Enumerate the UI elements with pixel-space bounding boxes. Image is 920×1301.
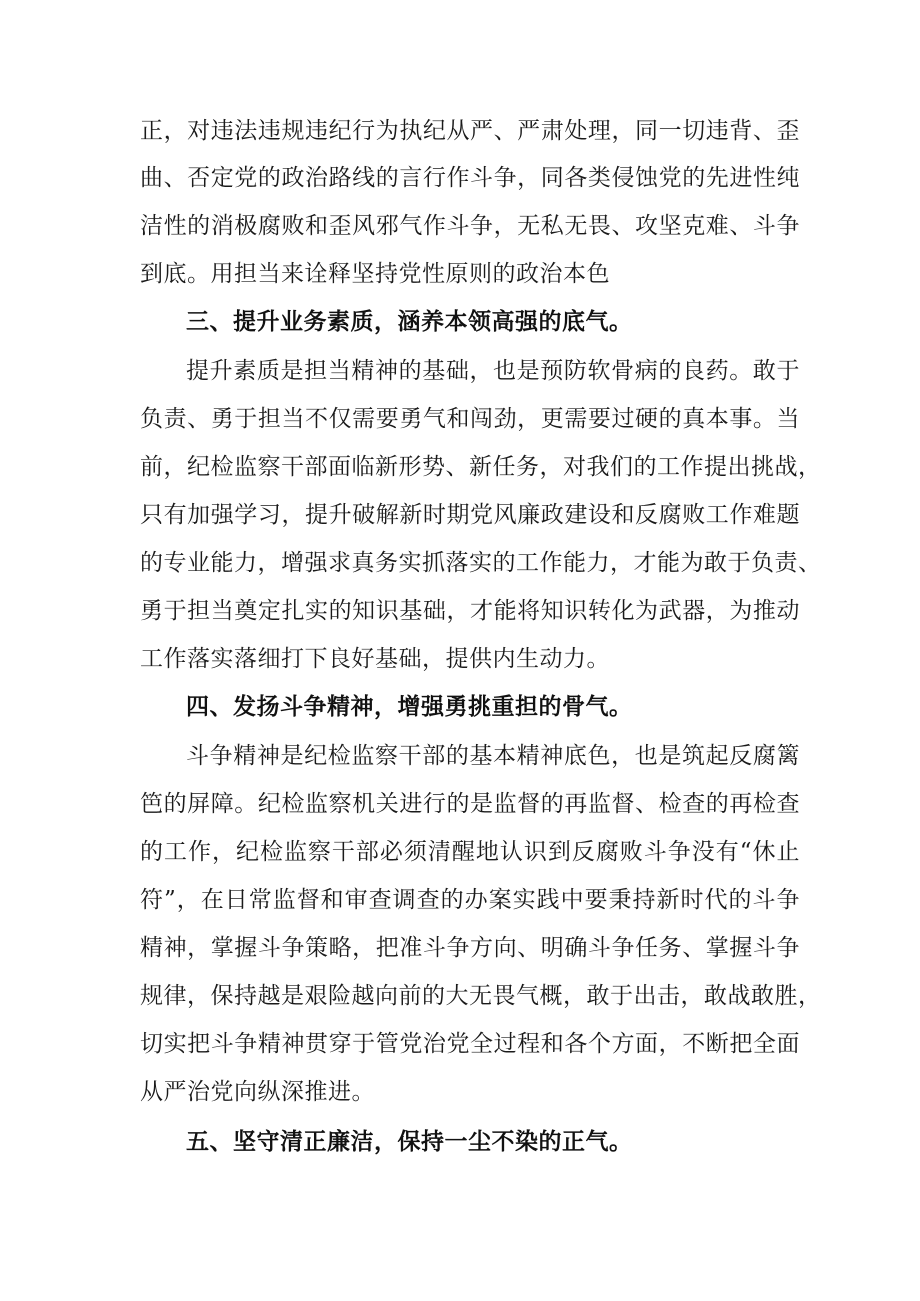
text-line: 从严治党向纵深推进。 bbox=[140, 1079, 375, 1105]
text-line: 勇于担当奠定扎实的知识基础，才能将知识转化为武器，为推动 bbox=[140, 598, 800, 624]
text-line: 提升素质是担当精神的基础，也是预防软骨病的良药。敢于 bbox=[186, 358, 800, 384]
text-line: 符”，在日常监督和审查调查的办案实践中要秉持新时代的斗争 bbox=[140, 887, 800, 913]
text-line: 斗争精神是纪检监察干部的基本精神底色，也是筑起反腐篱 bbox=[186, 743, 800, 769]
text-line: 切实把斗争精神贯穿于管党治党全过程和各个方面，不断把全面 bbox=[140, 1031, 800, 1057]
text-line: 笆的屏障。纪检监察机关进行的是监督的再监督、检查的再检查 bbox=[140, 791, 800, 817]
section-heading-3: 三、提升业务素质，涵养本领高强的底气。 bbox=[186, 309, 633, 335]
text-line: 负责、勇于担当不仅需要勇气和闯劲，更需要过硬的真本事。当 bbox=[140, 406, 800, 432]
text-line: 前，纪检监察干部面临新形势、新任务，对我们的工作提出挑战， bbox=[140, 454, 822, 480]
text-line: 规律，保持越是艰险越向前的大无畏气概，敢于出击，敢战敢胜， bbox=[140, 983, 822, 1009]
text-line: 的专业能力，增强求真务实抓落实的工作能力，才能为敢于负责、 bbox=[140, 550, 822, 576]
section-heading-4: 四、发扬斗争精神，增强勇挑重担的骨气。 bbox=[186, 694, 633, 720]
text-line: 曲、否定党的政治路线的言行作斗争，同各类侵蚀党的先进性纯 bbox=[140, 165, 800, 191]
text-line: 到底。用担当来诠释坚持党性原则的政治本色 bbox=[140, 261, 610, 287]
text-line: 精神，掌握斗争策略，把准斗争方向、明确斗争任务、掌握斗争 bbox=[140, 935, 800, 961]
text-line: 正，对违法违规违纪行为执纪从严、严肃处理，同一切违背、歪 bbox=[140, 118, 800, 144]
text-line: 的工作，纪检监察干部必须清醒地认识到反腐败斗争没有“休止 bbox=[140, 839, 800, 865]
section-heading-5: 五、坚守清正廉洁，保持一尘不染的正气。 bbox=[186, 1129, 633, 1155]
text-line: 只有加强学习，提升破解新时期党风廉政建设和反腐败工作难题 bbox=[140, 502, 800, 528]
text-line: 洁性的消极腐败和歪风邪气作斗争，无私无畏、攻坚克难、斗争 bbox=[140, 213, 800, 239]
text-line: 工作落实落细打下良好基础，提供内生动力。 bbox=[140, 646, 610, 672]
